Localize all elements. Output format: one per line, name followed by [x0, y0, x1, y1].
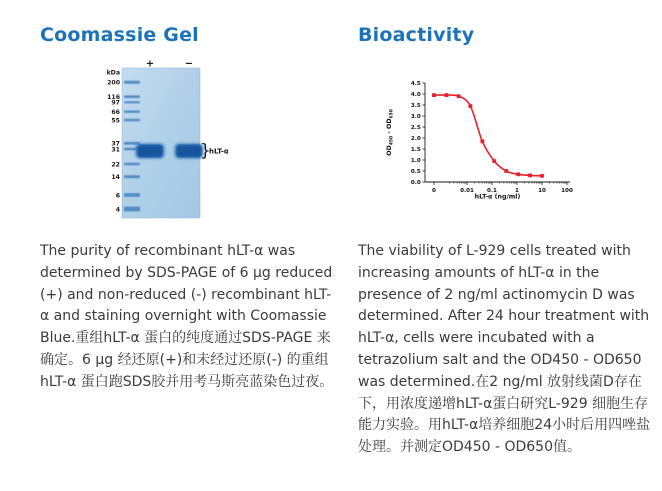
gel-marker-label: 55 — [111, 117, 120, 125]
data-point-marker — [528, 174, 532, 178]
coomassie-gel-description: The purity of recombinant hLT-α was determined by SDS-PAGE of 6 μg reduced (+) and non-reduced (-) recombinant hLT-α and staining overnight with Coomassie Blue.重组hLT-α 蛋白的纯度通过SDS-PAGE 来确定。6 μg 经还原(+)和未经过还原(-) 的重组hLT-α 蛋白跑SDS胶并用考马斯亮蓝染色过夜。 — [40, 243, 334, 390]
data-point-marker — [432, 93, 436, 97]
bioactivity-description: The viability of L-929 cells treated with increasing amounts of hLT-α in the presence of 2 ng/ml actinomycin D was determined. After 24 hour treatment with hLT-α, cells were incubated with a tetrazolium salt and the OD450 - OD650 was determined.在2 ng/ml 放射线菌D存在下，用浓度递增hLT-α蛋白研究L-929 细胞生存能力实验。用hLT-α培养细胞24小时后用四唑盐处理。并测定OD450 - OD650值。 — [358, 243, 651, 456]
coomassie-gel-figure — [96, 58, 236, 223]
bioactivity-panel — [331, 0, 662, 491]
gel-marker-label: 97 — [111, 99, 120, 107]
gel-marker-label: 37 — [111, 140, 120, 148]
gel-ladder-band — [124, 193, 140, 197]
gel-ladder-band — [124, 101, 140, 103]
data-point-marker — [445, 93, 449, 97]
gel-ladder-band — [124, 119, 140, 121]
data-point-marker — [540, 174, 544, 178]
y-tick-label: 1.0 — [410, 158, 421, 164]
y-tick-label: 1.5 — [410, 147, 421, 153]
gel-marker-label: 66 — [111, 109, 120, 116]
data-point-marker — [469, 104, 473, 108]
gel-ladder-band — [124, 111, 140, 113]
y-tick-label: 0.0 — [410, 180, 421, 186]
coomassie-gel-title: Coomassie Gel — [40, 24, 199, 46]
y-tick-label: 4.0 — [410, 92, 421, 98]
gel-marker-label: 31 — [111, 146, 120, 154]
band-annotation: hLT-α — [209, 147, 229, 156]
gel-ladder-band — [124, 163, 140, 165]
y-tick-label: 2.5 — [410, 125, 421, 131]
gel-ladder-band — [124, 207, 140, 212]
gel-marker-label: 200 — [107, 79, 120, 87]
data-point-marker — [457, 94, 461, 98]
y-tick-label: 4.5 — [410, 81, 421, 87]
dose-response-chart — [382, 70, 582, 210]
gel-marker-label: 22 — [111, 161, 120, 169]
x-tick-label: 1 — [515, 188, 519, 194]
gel-marker-label: 14 — [111, 174, 120, 181]
bioactivity-title: Bioactivity — [358, 24, 475, 46]
x-tick-label: 100 — [561, 188, 573, 194]
gel-lane-label-1: − — [184, 58, 194, 70]
gel-ladder-band — [124, 95, 140, 98]
gel-marker-label: 116 — [107, 94, 120, 101]
gel-lane-label-0: + — [145, 58, 155, 70]
data-point-marker — [480, 139, 484, 143]
gel-ladder-band — [124, 81, 140, 84]
y-tick-label: 3.5 — [410, 103, 421, 109]
y-tick-label: 2.0 — [410, 136, 421, 142]
y-axis-title: $OD_{450} - OD_{650}$ — [386, 109, 395, 156]
bioactivity-figure — [382, 70, 582, 210]
gel-marker-label: 4 — [115, 206, 120, 214]
data-point-marker — [516, 172, 520, 176]
y-tick-label: 3.0 — [410, 114, 421, 120]
sample-band-core — [178, 147, 200, 155]
gel-unit-label: kDa — [106, 69, 120, 77]
x-axis-title: hLT-α (ng/ml) — [474, 193, 521, 201]
y-tick-label: 0.5 — [410, 169, 421, 175]
x-tick-label: 0.1 — [487, 188, 497, 194]
x-tick-label: 0.01 — [460, 188, 474, 194]
gel-ladder-band — [124, 175, 140, 178]
x-tick-label: 0 — [432, 188, 436, 194]
x-tick-label: 10 — [538, 188, 546, 194]
sample-band-core — [139, 147, 161, 155]
dose-response-curve — [434, 95, 542, 176]
gel-marker-label: 6 — [115, 192, 120, 200]
data-point-marker — [492, 159, 496, 163]
sds-page-gel-image — [96, 58, 236, 223]
band-bracket: } — [200, 141, 211, 161]
data-point-marker — [504, 169, 508, 173]
